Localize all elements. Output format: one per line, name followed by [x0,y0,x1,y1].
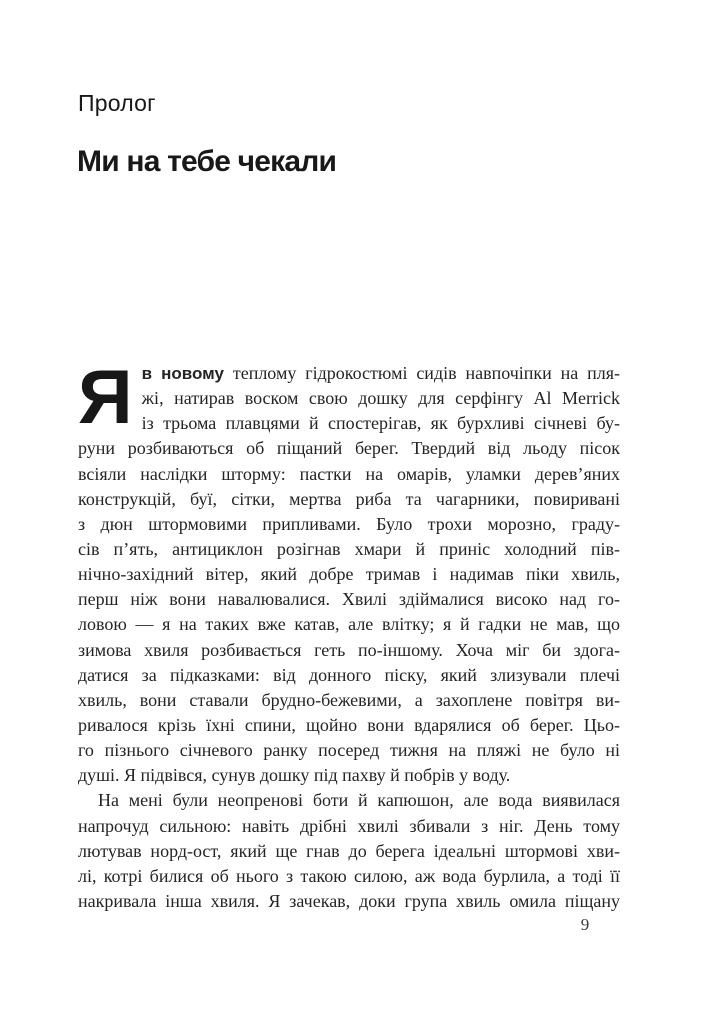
text-line: го пізнього січневого ранку посеред тижня на пляжі не було ні [78,740,620,761]
text-line: хвиль, вони ставали брудно-бежевими, а захоплене повітря ви- [78,689,620,710]
text-line: душі. Я підвівся, сунув дошку під пахву й побрів у воду. [78,765,511,786]
text-line: накривала інша хвиля. Я зачекав, доки група хвиль омила піщану [78,890,620,911]
page-number: 9 [580,915,590,934]
text-line: всіяли наслідки шторму: пастки на омарів, уламки дерев’яних [78,463,620,484]
text-line: руни розбиваються об піщаний берег. Твердий від льоду пісок [78,438,620,459]
text-line: ловою — я на таких вже катав, але влітку; я й гадки не мав, що [78,614,620,635]
text-line: датися за підказками: від донного піску, який злизували плечі [78,664,620,685]
text-line: нічно-західний вітер, який добре тримав і надимав піки хвиль, [78,564,620,585]
drop-cap: Я [78,355,133,440]
text-line: На мені були неопренові боти й капюшон, але вода виявилася [98,790,620,811]
text-line: жі, натирав воском свою дошку для серфінгу Al Merrick [141,388,620,409]
text-line: ривалося крізь їхні спини, щойно вони вдарялися об берег. Цьо- [78,714,620,735]
paragraph-2-lines [78,788,620,914]
text-line: перш ніж вони навалювалися. Хвилі здіймалися високо над го- [78,589,620,610]
text-line: напрочуд сильною: навіть дрібні хвилі збивали з ніг. День тому [78,815,620,836]
text-line: із трьома плавцями й спостерігав, як бурхливі січневі бу- [141,413,620,434]
chapter-title: Ми на тебе чекали [77,145,337,178]
prologue-kicker: Пролог [78,90,156,116]
paragraph-1 [78,355,620,788]
body-text [78,355,620,914]
paragraph-1-lines [78,386,620,788]
text-line: конструкцій, буї, сітки, мертва риба та чагарники, повиривані [78,488,620,509]
lead-in-bold: в новому [141,364,224,383]
text-line: зимова хвиля розбивається геть по-іншому. Хоча міг би здога- [78,639,620,660]
paragraph-2 [78,788,620,914]
text-line: лютував норд-ост, який ще гнав до берега ідеальні штормові хви- [78,840,620,861]
text-line: сів п’ять, антициклон розігнав хмари й приніс холодний пів- [78,538,620,559]
text-line: лі, котрі билися об нього з такою силою, аж вода бурлила, а тоді її [78,865,620,886]
text-line: з дюн штормовими припливами. Було трохи морозно, граду- [78,513,620,534]
first-line-rest: теплому гідрокостюмі сидів навпочіпки на пля- [224,363,620,383]
text-line [78,361,620,386]
